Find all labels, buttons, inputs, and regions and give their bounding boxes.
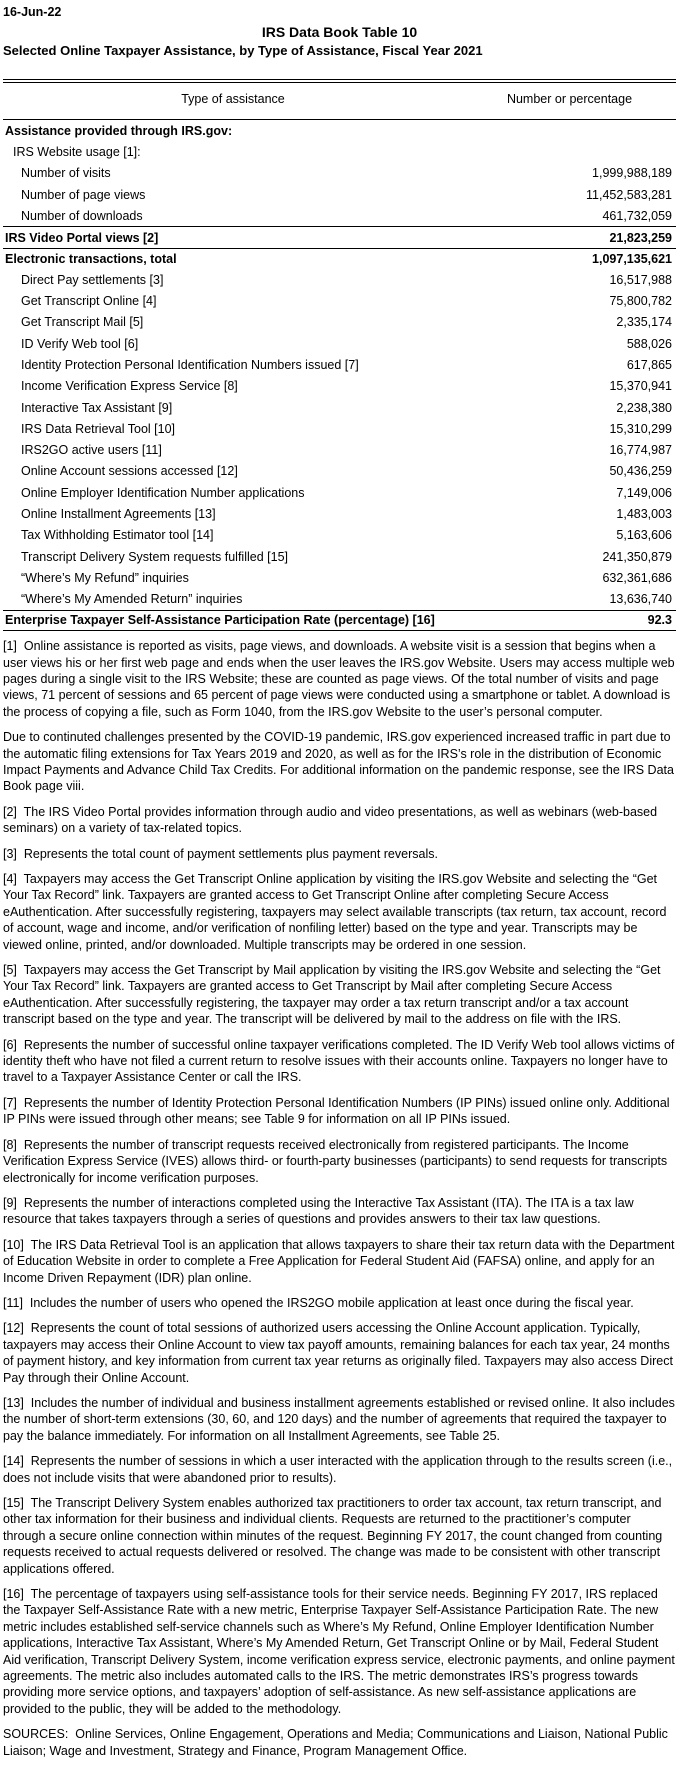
table-row <box>3 205 676 226</box>
table-row <box>3 461 676 482</box>
row-value: 7,149,006 <box>616 485 672 500</box>
page-subtitle: Selected Online Taxpayer Assistance, by Type of Assistance, Fiscal Year 2021 <box>3 43 483 58</box>
row-label: Electronic transactions, total <box>5 251 177 266</box>
document-date: 16-Jun-22 <box>3 5 62 19</box>
row-value: 75,800,782 <box>609 294 672 309</box>
row-label: Tax Withholding Estimator tool [14] <box>21 528 214 543</box>
row-label: IRS2GO active users [11] <box>21 443 162 458</box>
footnote: [1] Online assistance is reported as visits, page views, and downloads. A website visit is a session that begins when a user views his or her first web page and ends when the user leaves the IRS.gov Website. Users may access multiple web pages during a single visit to the IRS Website; these are counted as page views. Of the total number of visits and page views, 71 percent of sessions and 65 percent of page views were conducted using a smartphone or tablet. A download is the process of copying a file, such as Form 1040, from the IRS.gov Website to the user’s personal computer. <box>3 639 679 719</box>
row-value: 2,335,174 <box>616 315 672 330</box>
footnote: [11] Includes the number of users who opened the IRS2GO mobile application at least once during the fiscal year. <box>3 1295 634 1310</box>
row-value: 241,350,879 <box>602 549 672 564</box>
table-row <box>3 418 676 439</box>
table-row <box>3 589 676 610</box>
row-value: 11,452,583,281 <box>586 187 672 202</box>
table-row <box>3 376 676 397</box>
row-label: Online Account sessions accessed [12] <box>21 464 238 479</box>
row-label: “Where’s My Refund” inquiries <box>21 570 189 585</box>
row-label: Enterprise Taxpayer Self-Assistance Participation Rate (percentage) [16] <box>5 613 435 628</box>
table-row <box>3 184 676 205</box>
table-row <box>3 503 676 524</box>
row-value: 461,732,059 <box>602 208 672 223</box>
row-value: 50,436,259 <box>609 464 672 479</box>
row-value: 588,026 <box>626 336 672 351</box>
row-label: “Where’s My Amended Return” inquiries <box>21 592 243 607</box>
table-row <box>3 312 676 333</box>
table-row <box>3 290 676 311</box>
row-label: Income Verification Express Service [8] <box>21 379 238 394</box>
footnote: [9] Represents the number of interactions completed using the Interactive Tax Assistant (ITA). The ITA is a tax law resource that takes taxpayers through a series of questions and provides answers to their tax law questions. <box>3 1195 638 1227</box>
footnote: [8] Represents the number of transcript requests received electronically from registered participants. The Income Verification Express Service (IVES) allows third- or fourth-party businesses (participants) to send requests for transcripts electronically for income verification purposes. <box>3 1137 671 1185</box>
row-value: 5,163,606 <box>616 528 672 543</box>
row-value: 617,865 <box>626 357 672 372</box>
footnote: [16] The percentage of taxpayers using self-assistance tools for their service needs. Beginning FY 2017, IRS replaced the Taxpayer Self-Assistance Rate with a new metric, Enterprise Taxpayer Self-Assistance Participation Rate. The new metric includes established self-service channels such as Where’s My Refund, Online Employer Identification Number applications, Interactive Tax Assistant, Where’s My Amended Return, Get Transcript Online or by Mail, Federal Student Aid verification, Transcript Delivery System, income verification express service, electronic payments, and online payment agreements. The metric also includes automated calls to the IRS. The metric demonstrates IRS’s progress towards providing more service options, and taxpayers’ adoption of self-assistance. As new self-assistance applications are provided to the public, they will be added to the methodology. <box>3 1587 679 1716</box>
footnote: [2] The IRS Video Portal provides information through audio and video presentations, as well as webinars (web-based seminars) on a variety of tax-related topics. <box>3 804 661 836</box>
assistance-table <box>3 79 676 631</box>
row-label: Get Transcript Mail [5] <box>21 315 144 330</box>
table-header-row <box>3 83 676 120</box>
row-value: 2,238,380 <box>616 400 672 415</box>
row-label: Online Installment Agreements [13] <box>21 506 216 521</box>
row-label: Number of page views <box>21 187 146 202</box>
table-row <box>3 482 676 503</box>
row-value: 1,097,135,621 <box>592 251 672 266</box>
footnote: [4] Taxpayers may access the Get Transcript Online application by visiting the IRS.gov Website and selecting the “Get Your Tax Record” link. Taxpayers are granted access to Get Transcript Online after completing Secure Access eAuthentication. After successfully registering, taxpayers may select available transcripts (tax return, tax account, record of account, wage and income, and/or verification of nonfiling letter) based on the type and year. Transcripts may be viewed online, printed, and/or downloaded. Multiple transcripts may be ordered in one session. <box>3 872 670 952</box>
row-value: 632,361,686 <box>602 570 672 585</box>
footnote: [10] The IRS Data Retrieval Tool is an application that allows taxpayers to share their tax return data with the Department of Education Website in order to complete a Free Application for Federal Student Aid (FAFSA) online, and apply for an Income Driven Repayment (IDR) plan online. <box>3 1237 678 1285</box>
table-row <box>3 248 676 269</box>
row-label: Get Transcript Online [4] <box>21 294 157 309</box>
row-value: 1,999,988,189 <box>592 166 672 181</box>
table-row <box>3 269 676 290</box>
table-row <box>3 333 676 354</box>
footnote: [6] Represents the number of successful online taxpayer verifications completed. The ID Verify Web tool allows victims of identity theft who have not filed a current return to resolve issues with their accounts online. Taxpayers no longer have to travel to a Taxpayer Assistance Center or call the IRS. <box>3 1037 678 1085</box>
row-value: 15,310,299 <box>609 421 672 436</box>
row-label: Transcript Delivery System requests fulfilled [15] <box>21 549 288 564</box>
footnote: [13] Includes the number of individual and business installment agreements established or revised online. It also includes the number of short-term extensions (30, 60, and 120 days) and the number of agreements that required the taxpayer to pay the balance immediately. For information on all Installment Agreements, see Table 25. <box>3 1395 679 1443</box>
sources-note: SOURCES: Online Services, Online Engagement, Operations and Media; Communications and Liaison, National Public Liaison; Wage and Investment, Strategy and Finance, Program Management Office. <box>3 1727 672 1758</box>
row-value: 15,370,941 <box>609 379 672 394</box>
table-row <box>3 354 676 375</box>
row-label: ID Verify Web tool [6] <box>21 336 139 351</box>
footnote: [3] Represents the total count of payment settlements plus payment reversals. <box>3 846 438 861</box>
table-row <box>3 567 676 588</box>
row-label: IRS Data Retrieval Tool [10] <box>21 421 176 436</box>
column-header-number-or-percentage: Number or percentage <box>506 92 633 106</box>
table-row <box>3 226 676 247</box>
row-label: Online Employer Identification Number applications <box>21 485 305 500</box>
row-label: Number of downloads <box>21 208 143 223</box>
row-value: 92.3 <box>647 613 672 628</box>
footnote: [5] Taxpayers may access the Get Transcript by Mail application by visiting the IRS.gov Website and selecting the “Get Your Tax Record” link. Taxpayers are granted access to Get Transcript by Mail after completing Secure Access eAuthentication. After successfully registering, the taxpayer may order a tax return transcript and/or a tax account transcript based on the type and year. The transcript will be delivered by mail to the address on file with the IRS. <box>3 963 664 1027</box>
row-value: 1,483,003 <box>616 506 672 521</box>
row-label: Identity Protection Personal Identification Numbers issued [7] <box>21 357 359 372</box>
row-value: 21,823,259 <box>609 230 672 245</box>
column-header-type-of-assistance: Type of assistance <box>181 92 285 106</box>
footnote: Due to continuted challenges presented by the COVID-19 pandemic, IRS.gov experienced increased traffic in part due to the automatic filing extensions for Tax Years 2019 and 2020, as well as for the IRS’s role in the distribution of Economic Impact Payments and Advance Child Tax Credits. For additional information on the pandemic response, see the IRS Data Book page viii. <box>3 730 678 794</box>
footnote: [14] Represents the number of sessions in which a user interacted with the application through to the results screen (i.e., does not include visits that were abandoned prior to results). <box>3 1454 676 1485</box>
table-row <box>3 439 676 460</box>
footnote: [7] Represents the number of Identity Protection Personal Identification Numbers (IP PINs) issued online only. Additional IP PINs were issued through other means; see Table 9 for information on all IP PINs issued. <box>3 1095 674 1127</box>
footnote: [12] Represents the count of total sessions of authorized users accessing the Online Account application. Typically, taxpayers may access their Online Account to view tax payoff amounts, remaining balances for each tax year, 24 months of payment history, and key information from current tax year returns as originally filed. Taxpayers may also access Direct Pay through their Online Account. <box>3 1321 677 1385</box>
table-body <box>3 120 676 631</box>
row-label: Interactive Tax Assistant [9] <box>21 400 173 415</box>
row-value: 16,517,988 <box>609 272 672 287</box>
table-row <box>3 141 676 162</box>
table-row <box>3 397 676 418</box>
row-label: IRS Website usage [1]: <box>13 144 141 159</box>
table-row <box>3 120 676 141</box>
table-row <box>3 610 676 631</box>
row-label: Number of visits <box>21 166 111 181</box>
footnote: [15] The Transcript Delivery System enables authorized tax practitioners to order tax account, tax return transcript, and other tax information for their business and individual clients. Requests are returned to the practitioner’s computer through a secure online connection within minutes of the request. Beginning FY 2017, the count changed from counting requests received to actual requests delivered or resolved. The change was made to be consistent with other transcript applications offered. <box>3 1496 666 1576</box>
table-row <box>3 546 676 567</box>
row-value: 13,636,740 <box>609 592 672 607</box>
row-value: 16,774,987 <box>609 443 672 458</box>
page-title: IRS Data Book Table 10 <box>261 24 418 40</box>
row-label: Direct Pay settlements [3] <box>21 272 164 287</box>
row-label: Assistance provided through IRS.gov: <box>5 123 233 138</box>
row-label: IRS Video Portal views [2] <box>5 230 159 245</box>
footnotes <box>3 638 679 1717</box>
table-row <box>3 163 676 184</box>
table-row <box>3 525 676 546</box>
